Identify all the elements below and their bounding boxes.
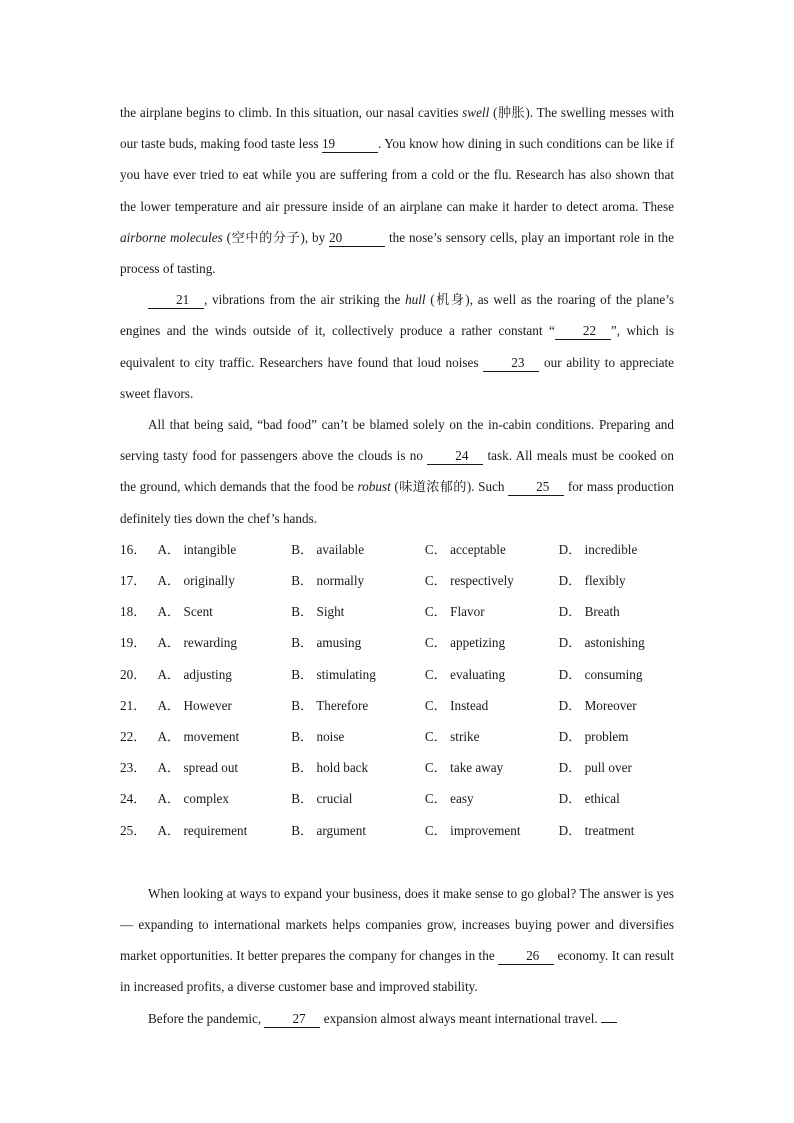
blank-22[interactable]: 22	[555, 323, 611, 340]
blank-23[interactable]: 23	[483, 355, 539, 372]
option-a[interactable]: A． requirement	[157, 822, 248, 838]
question-number: 25．	[120, 822, 147, 838]
option-d[interactable]: D． incredible	[558, 541, 638, 557]
blank-19[interactable]: 19	[322, 136, 378, 153]
passage-2	[120, 878, 674, 1034]
option-c[interactable]: C． appetizing	[424, 635, 506, 651]
question-number: 17．	[120, 573, 147, 589]
question-row	[120, 690, 674, 721]
question-row	[120, 659, 674, 690]
blank-24[interactable]: 24	[427, 448, 483, 465]
section-gap	[120, 846, 674, 878]
blank-26[interactable]: 26	[498, 948, 554, 965]
option-d[interactable]: D． Moreover	[558, 697, 637, 713]
blank-28[interactable]	[601, 1022, 617, 1023]
option-c[interactable]: C． Flavor	[424, 604, 485, 620]
paragraph: the airplane begins to climb. In this situation, our nasal cavities swell (肿胀). The swelling messes with our taste buds, making food taste less 19 . You know how dining in such conditions can be like if you have ever tried to eat while you are suffering from a cold or the flu. Research has also shown that the lower temperature and air pressure inside of an airplane can make it harder to detect aroma. These airborne molecules (空中的分子), by 20 the nose’s sensory cells, play an important role in the process of tasting.	[120, 105, 674, 277]
option-c[interactable]: C． Instead	[424, 697, 489, 713]
question-number: 21．	[120, 697, 147, 713]
blank-21[interactable]: 21	[148, 292, 204, 309]
question-number: 23．	[120, 760, 147, 776]
option-b[interactable]: B． argument	[291, 822, 367, 838]
option-b[interactable]: B． hold back	[291, 760, 369, 776]
blank-25[interactable]: 25	[508, 479, 564, 496]
paragraph: 21 , vibrations from the air striking the hull (机身), as well as the roaring of the plane’s engines and the winds outside of it, collectively produce a rather constant “ 22 ”, which is equivalent to city traffic. Researchers have found that loud noises 23 our ability to appreciate sweet flavors.	[120, 292, 674, 401]
option-d[interactable]: D． treatment	[558, 822, 635, 838]
question-number: 18．	[120, 604, 147, 620]
question-row	[120, 534, 674, 565]
options-list	[120, 534, 674, 846]
option-a[interactable]: A． Scent	[157, 604, 213, 620]
option-a[interactable]: A． complex	[157, 791, 229, 807]
option-d[interactable]: D． problem	[558, 728, 629, 744]
question-row	[120, 565, 674, 596]
option-d[interactable]: D． Breath	[558, 604, 620, 620]
option-a[interactable]: A． rewarding	[157, 635, 237, 651]
option-a[interactable]: A． However	[157, 697, 232, 713]
option-c[interactable]: C． strike	[424, 728, 480, 744]
question-row	[120, 752, 674, 783]
option-b[interactable]: B． stimulating	[291, 666, 376, 682]
question-number: 22．	[120, 728, 147, 744]
option-b[interactable]: B． Sight	[291, 604, 345, 620]
option-c[interactable]: C． improvement	[424, 822, 521, 838]
option-d[interactable]: D． consuming	[558, 666, 643, 682]
question-number: 20．	[120, 666, 147, 682]
question-row	[120, 815, 674, 846]
document-page	[120, 97, 674, 1034]
question-row	[120, 783, 674, 814]
option-b[interactable]: B． normally	[291, 573, 365, 589]
option-a[interactable]: A． movement	[157, 728, 240, 744]
question-row	[120, 596, 674, 627]
option-b[interactable]: B． amusing	[291, 635, 362, 651]
option-b[interactable]: B． available	[291, 541, 365, 557]
blank-20[interactable]: 20	[329, 230, 385, 247]
question-row	[120, 627, 674, 658]
option-d[interactable]: D． astonishing	[558, 635, 645, 651]
paragraph: All that being said, “bad food” can’t be blamed solely on the in-cabin conditions. Preparing and serving tasty food for passengers above the clouds is no 24 task. All meals must be cooked on the ground, which demands that the food be robust (味道浓郁的). Such 25 for mass production definitely ties down the chef’s hands.	[120, 417, 674, 526]
option-d[interactable]: D． flexibly	[558, 573, 626, 589]
option-b[interactable]: B． crucial	[291, 791, 353, 807]
option-a[interactable]: A． spread out	[157, 760, 239, 776]
option-c[interactable]: C． respectively	[424, 573, 514, 589]
option-d[interactable]: D． ethical	[558, 791, 620, 807]
option-c[interactable]: C． take away	[424, 760, 504, 776]
paragraph: Before the pandemic, 27 expansion almost always meant international travel.	[120, 1003, 674, 1034]
option-a[interactable]: A． intangible	[157, 541, 237, 557]
paragraph: When looking at ways to expand your business, does it make sense to go global? The answer is yes — expanding to international markets helps companies grow, increases buying power and diversifies market opportunities. It better prepares the company for changes in the 26 economy. It can result in increased profits, a diverse customer base and improved stability.	[120, 885, 674, 995]
option-b[interactable]: B． noise	[291, 728, 345, 744]
option-c[interactable]: C． easy	[424, 791, 474, 807]
option-a[interactable]: A． adjusting	[157, 666, 232, 682]
option-c[interactable]: C． evaluating	[424, 666, 506, 682]
question-number: 16．	[120, 541, 147, 557]
option-a[interactable]: A． originally	[157, 573, 235, 589]
passage-1	[120, 97, 674, 534]
option-b[interactable]: B． Therefore	[291, 697, 369, 713]
option-d[interactable]: D． pull over	[558, 760, 632, 776]
question-row	[120, 721, 674, 752]
blank-27[interactable]: 27	[264, 1011, 320, 1028]
option-c[interactable]: C． acceptable	[424, 541, 506, 557]
question-number: 19．	[120, 635, 147, 651]
question-number: 24．	[120, 791, 147, 807]
